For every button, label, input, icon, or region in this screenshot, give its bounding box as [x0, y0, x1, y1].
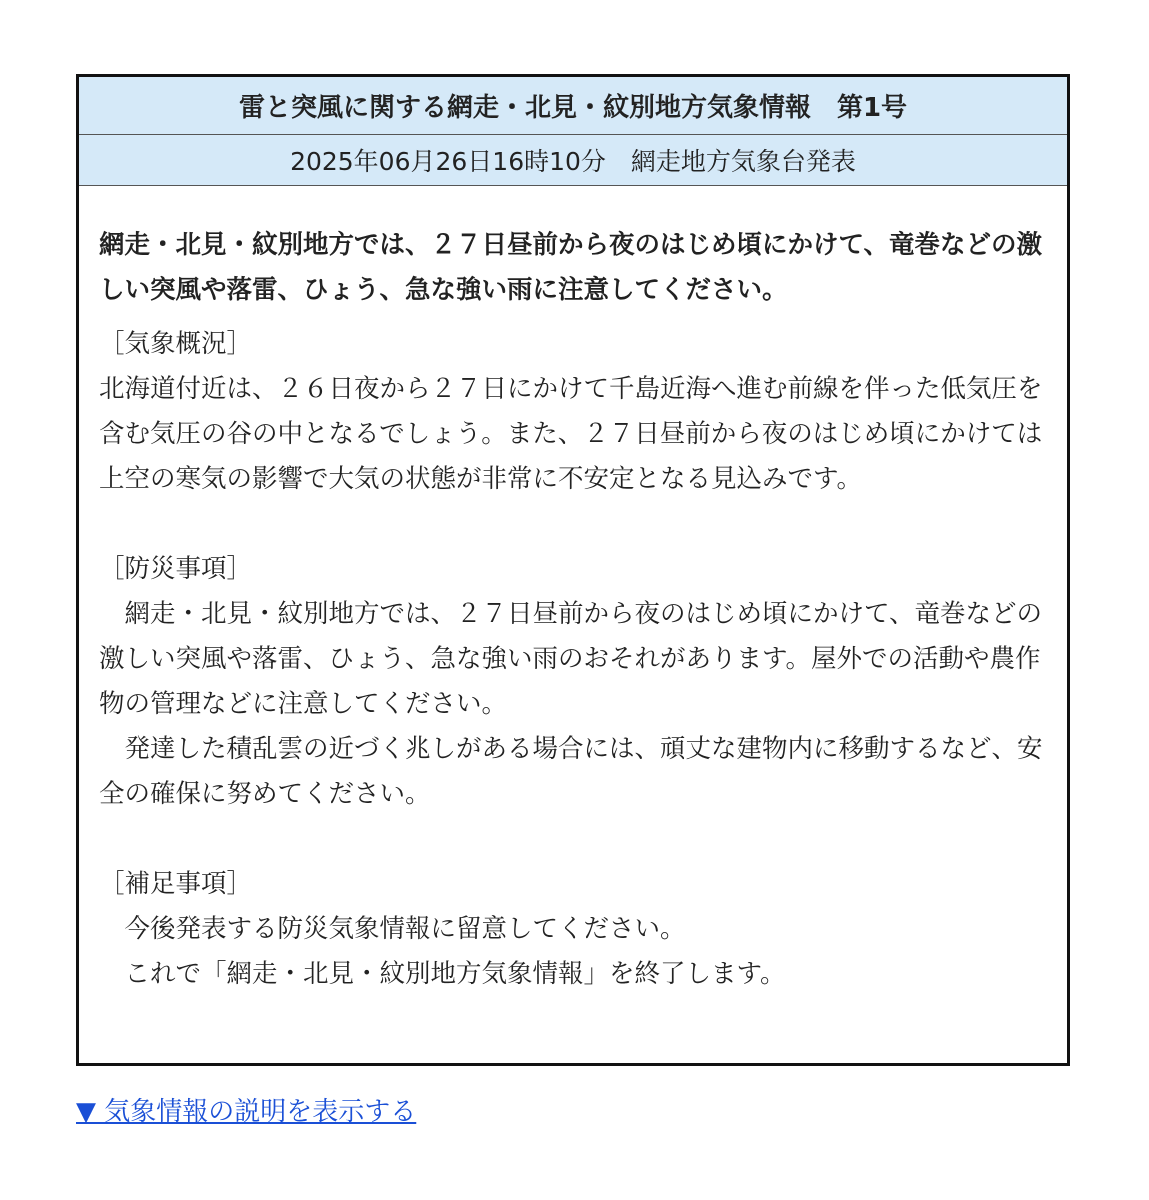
disaster-paragraph: 発達した積乱雲の近づく兆しがある場合には、頑丈な建物内に移動するなど、安全の確保に努めてください。 [99, 734, 1043, 809]
supplement-paragraph: これで「網走・北見・紋別地方気象情報」を終了します。 [99, 959, 786, 989]
bulletin-headline: 網走・北見・紋別地方では、２７日昼前から夜のはじめ頃にかけて、竜巻などの激しい突風や落雷、ひょう、急な強い雨に注意してください。 [99, 230, 1042, 305]
disaster-heading: ［防災事項］ [99, 554, 253, 584]
bulletin-body [79, 223, 1067, 997]
show-explanation-link[interactable]: ▼ 気象情報の説明を表示する [76, 1097, 417, 1127]
weather-bulletin [76, 74, 1070, 1066]
bulletin-title: 雷と突風に関する網走・北見・紋別地方気象情報 第1号 [79, 77, 1067, 135]
overview-text: 北海道付近は、２６日夜から２７日にかけて千島近海へ進む前線を伴った低気圧を含む気圧の谷の中となるでしょう。また、２７日昼前から夜のはじめ頃にかけては上空の寒気の影響で大気の状態が非常に不安定となる見込みです。 [99, 374, 1043, 494]
supplement-heading: ［補足事項］ [99, 869, 253, 899]
bulletin-issued: 2025年06月26日16時10分 網走地方気象台発表 [79, 135, 1067, 186]
overview-heading: ［気象概況］ [99, 329, 253, 359]
supplement-paragraph: 今後発表する防災気象情報に留意してください。 [99, 914, 686, 944]
disaster-paragraph: 網走・北見・紋別地方では、２７日昼前から夜のはじめ頃にかけて、竜巻などの激しい突風や落雷、ひょう、急な強い雨のおそれがあります。屋外での活動や農作物の管理などに注意してください。 [99, 599, 1042, 719]
